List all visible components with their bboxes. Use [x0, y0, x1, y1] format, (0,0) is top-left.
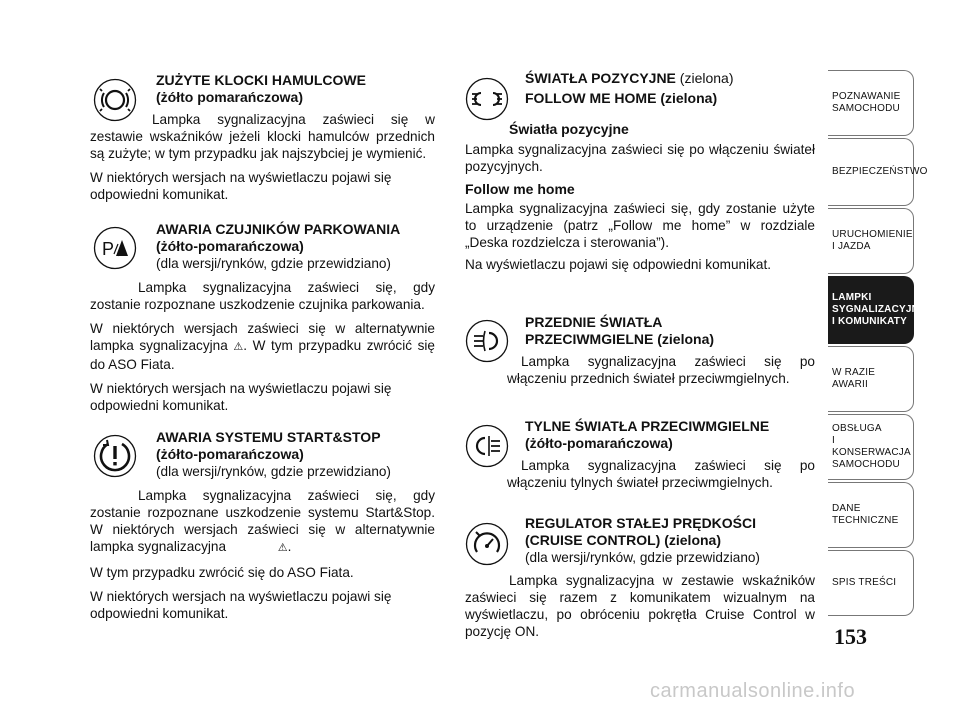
- start-stop-text-3: W niektórych wersjach na wyświetlaczu pojawi się odpowiedni komunikat.: [90, 589, 392, 621]
- follow-me-subtitle: Follow me home: [465, 181, 575, 197]
- parking-text-3: W niektórych wersjach na wyświetlaczu pojawi się odpowiedni komunikat.: [90, 381, 392, 413]
- start-stop-title: AWARIA SYSTEMU START&STOP: [156, 429, 381, 445]
- tab-uruchomienie-i-jazda[interactable]: URUCHOMIENIE I JAZDA: [828, 208, 914, 274]
- brake-text-1: Lampka sygnalizacyjna zaświeci się w zestawie wskaźników jeżeli klocki hamulców przednich są zużyte; w tym przypadku jak najszybciej je wymienić.: [90, 112, 435, 161]
- front-fog-title-2: PRZECIWMGIELNE (zielona): [525, 331, 715, 347]
- position-title: ŚWIATŁA POZYCYJNE (zielona): [525, 70, 734, 86]
- rear-fog-section: [465, 418, 815, 491]
- warning-triangle-icon: ⚠: [233, 341, 244, 353]
- cruise-title: REGULATOR STAŁEJ PRĘDKOŚCI: [525, 515, 757, 531]
- brake-section: [90, 72, 435, 203]
- svg-text:P: P: [102, 239, 115, 259]
- tab-bezpieczenstwo[interactable]: BEZPIECZEŃSTWO: [828, 138, 914, 206]
- follow-me-title: FOLLOW ME HOME (zielona): [525, 90, 718, 106]
- brake-text-2: W niektórych wersjach na wyświetlaczu pojawi się odpowiedni komunikat.: [90, 170, 392, 202]
- start-stop-text-1: Lampka sygnalizacyjna zaświeci się, gdy zostanie rozpoznane uszkodzenie systemu Start&Stop. W niektórych wersjach zaświeci się w alternatywnie lampka sygnalizacyjna ⚠.: [90, 487, 435, 557]
- tab-dane-techniczne[interactable]: DANE TECHNICZNE: [828, 482, 914, 548]
- tab-lampki-sygnalizacyjne[interactable]: LAMPKI SYGNALIZACYJNE I KOMUNIKATY: [828, 276, 914, 344]
- rear-fog-text: Lampka sygnalizacyjna zaświeci się po włączeniu tylnych świateł przeciwmgielnych.: [507, 458, 815, 490]
- position-section: [465, 70, 815, 273]
- cruise-text: Lampka sygnalizacyjna w zestawie wskaźników zaświeci się razem z komunikatem wizualnym na wyświetlaczu, po obróceniu pokrętła Cruise Control w pozycję ON.: [465, 573, 815, 639]
- position-text-3: Na wyświetlaczu pojawi się odpowiedni komunikat.: [465, 257, 772, 272]
- page-number: 153: [834, 624, 867, 649]
- tab-spis-tresci[interactable]: SPIS TREŚCI: [828, 550, 914, 616]
- start-stop-text-2: W tym przypadku zwrócić się do ASO Fiata.: [90, 565, 354, 580]
- tab-obsluga-i-konserwacja[interactable]: OBSŁUGA I KONSERWACJA SAMOCHODU: [828, 414, 914, 480]
- parking-note: (dla wersji/rynków, gdzie przewidziano): [156, 256, 391, 271]
- rear-fog-title: TYLNE ŚWIATŁA PRZECIWMGIELNE: [525, 418, 770, 434]
- cruise-note: (dla wersji/rynków, gdzie przewidziano): [525, 550, 760, 565]
- start-stop-note: (dla wersji/rynków, gdzie przewidziano): [156, 464, 391, 479]
- front-fog-section: [465, 314, 815, 387]
- parking-text-2: W niektórych wersjach zaświeci się w alternatywnie lampka sygnalizacyjna ⚠. W tym przypadku zwrócić się do ASO Fiata.: [90, 321, 435, 372]
- cruise-title-2: (CRUISE CONTROL) (zielona): [525, 532, 721, 548]
- start-stop-section: [90, 429, 435, 622]
- parking-title: AWARIA CZUJNIKÓW PARKOWANIA: [156, 221, 401, 237]
- parking-section: [90, 221, 435, 414]
- parking-color: (żółto-pomarańczowa): [156, 238, 304, 254]
- position-subtitle: Światła pozycyjne: [509, 121, 629, 137]
- watermark: carmanualsonline.info: [650, 680, 856, 702]
- warning-triangle-icon-2: ⚠: [277, 542, 288, 554]
- brake-title: ZUŻYTE KLOCKI HAMULCOWE: [156, 72, 366, 88]
- brake-color: (żółto pomarańczowa): [156, 89, 304, 105]
- rear-fog-color: (żółto-pomarańczowa): [525, 435, 673, 451]
- position-text-2: Lampka sygnalizacyjna zaświeci się, gdy zostanie użyte to urządzenie (patrz „Follow me home” w rozdziale „Deska rozdzielcza i sterowania”).: [465, 201, 815, 250]
- tab-poznawanie-samochodu[interactable]: POZNAWANIE SAMOCHODU: [828, 70, 914, 136]
- position-text-1: Lampka sygnalizacyjna zaświeci się po włączeniu świateł pozycyjnych.: [465, 142, 815, 174]
- parking-text-1: Lampka sygnalizacyjna zaświeci się, gdy zostanie rozpoznane uszkodzenie czujnika parkowania.: [90, 280, 435, 312]
- front-fog-text: Lampka sygnalizacyjna zaświeci się po włączeniu przednich świateł przeciwmgielnych.: [507, 354, 815, 386]
- start-stop-color: (żółto-pomarańczowa): [156, 446, 304, 462]
- tab-w-razie-awarii[interactable]: W RAZIE AWARII: [828, 346, 914, 412]
- front-fog-title: PRZEDNIE ŚWIATŁA: [525, 314, 663, 330]
- cruise-section: [465, 515, 815, 640]
